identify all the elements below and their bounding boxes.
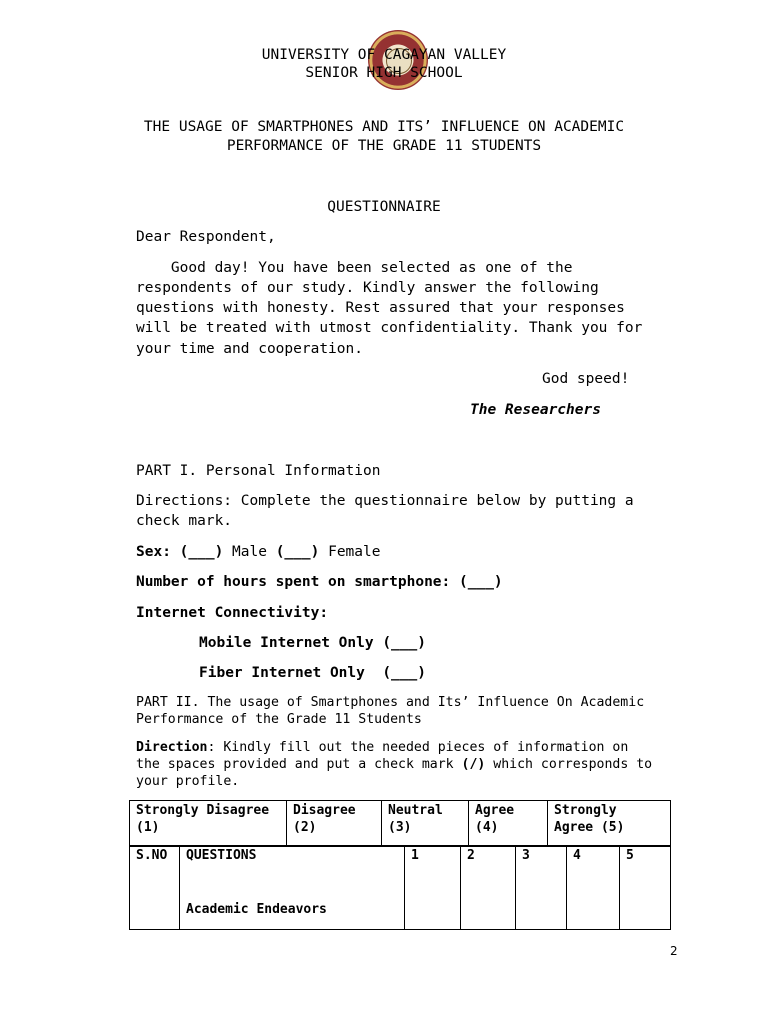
part1-directions-line1: Directions: Complete the questionnaire below by putting a — [136, 493, 634, 509]
salutation: Dear Respondent, — [136, 229, 276, 245]
sex-blank-male[interactable]: (___) — [179, 544, 224, 560]
scale-strongly-agree: Strongly Agree (5) — [548, 801, 671, 847]
questions-table — [129, 845, 671, 930]
hours-field[interactable]: Number of hours spent on smartphone: (___) — [136, 574, 503, 590]
letter-line-4: will be treated with utmost confidentiality. Thank you for — [136, 320, 643, 336]
part2-heading-line2: Performance of the Grade 11 Students — [136, 712, 422, 727]
mobile-internet-option[interactable]: Mobile Internet Only (___) — [199, 635, 426, 651]
study-title-line2: PERFORMANCE OF THE GRADE 11 STUDENTS — [226, 138, 542, 154]
sex-row — [136, 542, 380, 563]
sex-label: Sex: — [136, 544, 171, 560]
sex-female-label: Female — [328, 544, 381, 560]
direction-text-2a: the spaces provided and put a check mark — [136, 757, 462, 772]
rating-scale-table — [129, 800, 671, 847]
col-sno-header: S.NO — [130, 846, 180, 930]
part2-direction-line2 — [136, 756, 652, 773]
rating-col-1[interactable]: 1 — [405, 846, 461, 930]
study-title-line1: THE USAGE OF SMARTPHONES AND ITS’ INFLUENCE ON ACADEMIC — [143, 119, 625, 135]
connectivity-label: Internet Connectivity: — [136, 605, 329, 621]
rating-col-2[interactable]: 2 — [461, 846, 516, 930]
sex-male-label: Male — [232, 544, 267, 560]
fiber-internet-option[interactable]: Fiber Internet Only (___) — [199, 665, 426, 681]
col-questions-header — [180, 846, 405, 930]
scale-strongly-disagree: Strongly Disagree (1) — [130, 801, 287, 847]
letter-line-1: Good day! You have been selected as one of the — [136, 260, 573, 276]
part2-direction-line3: your profile. — [136, 774, 240, 789]
page-number: 2 — [670, 944, 678, 958]
university-name: UNIVERSITY OF CAGAYAN VALLEY — [261, 47, 507, 63]
scale-neutral: Neutral (3) — [382, 801, 469, 847]
school-name: SENIOR HIGH SCHOOL — [305, 65, 463, 81]
sex-blank-female[interactable]: (___) — [275, 544, 320, 560]
part2-heading-line1: PART II. The usage of Smartphones and Its’ Influence On Academic — [136, 695, 645, 710]
direction-text-1: : Kindly fill out the needed pieces of information on — [207, 740, 629, 755]
part1-directions-line2: check mark. — [136, 513, 233, 529]
direction-text-2b: which corresponds to — [485, 757, 653, 772]
rating-col-5[interactable]: 5 — [620, 846, 671, 930]
check-mark-symbol: (/) — [461, 757, 486, 772]
section-academic-endeavors: Academic Endeavors — [186, 902, 327, 917]
scale-disagree: Disagree (2) — [287, 801, 382, 847]
letter-line-5: your time and cooperation. — [136, 341, 363, 357]
rating-col-3[interactable]: 3 — [516, 846, 567, 930]
questions-label: QUESTIONS — [186, 848, 257, 863]
closing: God speed! — [542, 371, 630, 387]
part1-heading: PART I. Personal Information — [136, 463, 381, 479]
letter-line-3: questions with honesty. Rest assured that your responses — [136, 300, 625, 316]
direction-label: Direction — [136, 740, 208, 755]
signature: The Researchers — [470, 402, 601, 418]
rating-col-4[interactable]: 4 — [567, 846, 620, 930]
questionnaire-heading: QUESTIONNAIRE — [327, 199, 441, 215]
part2-direction-line1 — [136, 739, 628, 756]
letter-line-2: respondents of our study. Kindly answer the following — [136, 280, 599, 296]
scale-agree: Agree (4) — [469, 801, 548, 847]
